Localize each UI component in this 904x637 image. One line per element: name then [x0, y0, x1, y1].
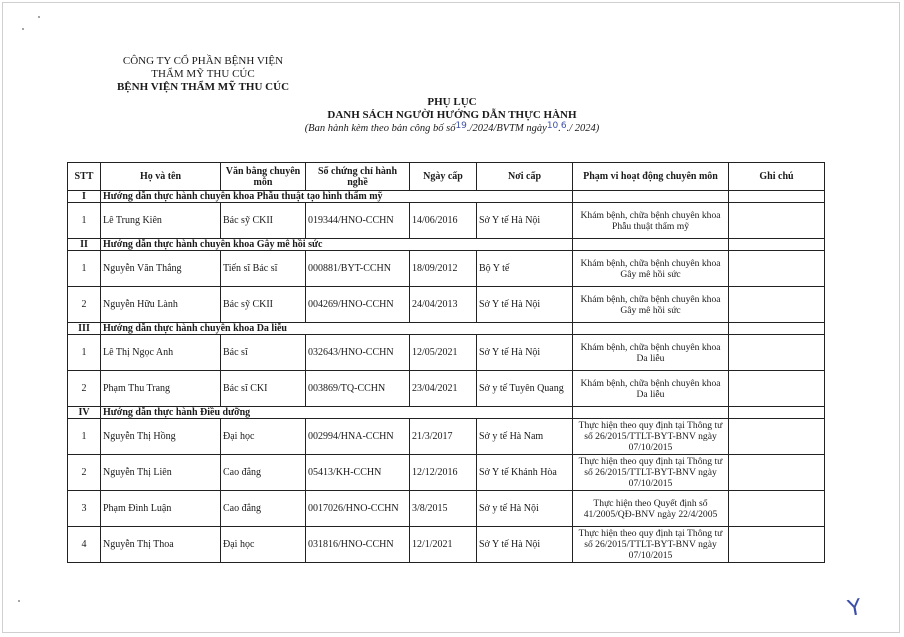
cell-degree: Bác sĩ CKI: [221, 371, 306, 407]
cell-note: [729, 371, 825, 407]
cell-stt: 1: [68, 419, 101, 455]
header-scope: Phạm vi hoạt động chuyên môn: [573, 163, 729, 191]
cell-scope: Thực hiện theo Quyết định số 41/2005/QĐ-BNV ngày 22/4/2005: [573, 491, 729, 527]
cell-date: 14/06/2016: [410, 203, 477, 239]
cell-issuer: Sở y tế Hà Nội: [477, 491, 573, 527]
cell-date: 12/12/2016: [410, 455, 477, 491]
scan-speck: [18, 600, 20, 602]
cell-cert: 05413/KH-CCHN: [306, 455, 410, 491]
cell-date: 23/04/2021: [410, 371, 477, 407]
cell-issuer: Sở Y tế Hà Nội: [477, 335, 573, 371]
header-cert: Số chứng chỉ hành nghề: [306, 163, 410, 191]
cell-cert: 032643/HNO-CCHN: [306, 335, 410, 371]
group-filler: [573, 407, 729, 419]
cell-name: Lê Thị Ngọc Anh: [101, 335, 221, 371]
cell-issuer: Sở y tế Tuyên Quang: [477, 371, 573, 407]
cell-stt: 1: [68, 251, 101, 287]
header-date: Ngày cấp: [410, 163, 477, 191]
group-filler: [729, 323, 825, 335]
cell-stt: 1: [68, 203, 101, 239]
cell-name: Nguyễn Thị Hồng: [101, 419, 221, 455]
cell-stt: 2: [68, 371, 101, 407]
cell-degree: Tiến sĩ Bác sĩ: [221, 251, 306, 287]
scan-speck: [38, 16, 40, 18]
handwritten-number: 19: [455, 121, 467, 131]
group-row: [68, 323, 825, 335]
reference-mid: ./2024/BVTM ngày: [466, 123, 547, 134]
handwritten-month: 6: [560, 121, 567, 131]
cell-note: [729, 335, 825, 371]
table-row: [68, 419, 825, 455]
cell-note: [729, 527, 825, 563]
document-title: PHỤ LỤC: [427, 96, 477, 108]
group-title: Hướng dẫn thực hành chuyên khoa Gây mê hồi sức: [101, 239, 477, 251]
cell-name: Lê Trung Kiên: [101, 203, 221, 239]
group-number: II: [68, 239, 101, 251]
cell-scope: Thực hiện theo quy định tại Thông tư số 26/2015/TTLT-BYT-BNV ngày 07/10/2015: [573, 455, 729, 491]
group-filler: [573, 323, 729, 335]
cell-note: [729, 419, 825, 455]
table-row: [68, 371, 825, 407]
group-filler: [729, 239, 825, 251]
reference-prefix: (Ban hành kèm theo bản công bố số: [304, 123, 456, 134]
group-row: [68, 407, 825, 419]
cell-date: 12/1/2021: [410, 527, 477, 563]
reference-suffix: ./ 2024): [566, 123, 600, 134]
cell-date: 18/09/2012: [410, 251, 477, 287]
cell-scope: Khám bệnh, chữa bệnh chuyên khoa Da liễu: [573, 371, 729, 407]
header-stt: STT: [68, 163, 101, 191]
cell-degree: Đại học: [221, 419, 306, 455]
cell-date: 24/04/2013: [410, 287, 477, 323]
cell-issuer: Sở Y tế Hà Nội: [477, 527, 573, 563]
cell-name: Nguyễn Thị Thoa: [101, 527, 221, 563]
group-title: Hướng dẫn thực hành chuyên khoa Phẫu thuật tạo hình thẩm mỹ: [101, 191, 477, 203]
cell-degree: Bác sĩ: [221, 335, 306, 371]
cell-degree: Bác sỹ CKII: [221, 203, 306, 239]
handwritten-day: 10: [546, 121, 559, 131]
cell-name: Nguyễn Thị Liên: [101, 455, 221, 491]
table-header-row: [68, 163, 825, 191]
cell-date: 12/05/2021: [410, 335, 477, 371]
cell-cert: 000881/BYT-CCHN: [306, 251, 410, 287]
cell-stt: 3: [68, 491, 101, 527]
cell-cert: 031816/HNO-CCHN: [306, 527, 410, 563]
organization-header: [108, 55, 298, 94]
group-filler: [477, 239, 573, 251]
cell-stt: 1: [68, 335, 101, 371]
cell-issuer: Sở y tế Hà Nam: [477, 419, 573, 455]
cell-issuer: Bộ Y tế: [477, 251, 573, 287]
cell-note: [729, 203, 825, 239]
cell-degree: Cao đẳng: [221, 455, 306, 491]
cell-date: 3/8/2015: [410, 491, 477, 527]
cell-name: Phạm Thu Trang: [101, 371, 221, 407]
group-row: [68, 239, 825, 251]
table-row: [68, 527, 825, 563]
instructor-table: [67, 162, 825, 563]
table-row: [68, 203, 825, 239]
cell-stt: 2: [68, 455, 101, 491]
cell-scope: Khám bệnh, chữa bệnh chuyên khoa Phẫu thuật thẩm mỹ: [573, 203, 729, 239]
org-line-3: BỆNH VIỆN THẨM MỸ THU CÚC: [116, 81, 290, 93]
cell-scope: Khám bệnh, chữa bệnh chuyên khoa Gây mê hồi sức: [573, 287, 729, 323]
cell-cert: 0017026/HNO-CCHN: [306, 491, 410, 527]
cell-note: [729, 251, 825, 287]
table-row: [68, 491, 825, 527]
group-filler: [573, 239, 729, 251]
group-number: I: [68, 191, 101, 203]
group-row: [68, 191, 825, 203]
group-number: III: [68, 323, 101, 335]
group-filler: [729, 191, 825, 203]
header-issuer: Nơi cấp: [477, 163, 573, 191]
cell-note: [729, 491, 825, 527]
cell-note: [729, 287, 825, 323]
cell-stt: 2: [68, 287, 101, 323]
cell-name: Nguyễn Văn Thắng: [101, 251, 221, 287]
header-note: Ghi chú: [729, 163, 825, 191]
cell-stt: 4: [68, 527, 101, 563]
group-title: Hướng dẫn thực hành Điều dưỡng: [101, 407, 477, 419]
table-row: [68, 251, 825, 287]
cell-scope: Khám bệnh, chữa bệnh chuyên khoa Gây mê hồi sức: [573, 251, 729, 287]
cell-issuer: Sở Y tế Hà Nội: [477, 287, 573, 323]
cell-scope: Khám bệnh, chữa bệnh chuyên khoa Da liễu: [573, 335, 729, 371]
cell-date: 21/3/2017: [410, 419, 477, 455]
group-title: Hướng dẫn thực hành chuyên khoa Da liễu: [101, 323, 477, 335]
group-filler: [573, 191, 729, 203]
cell-issuer: Sở Y tế Khánh Hòa: [477, 455, 573, 491]
org-line-1: CÔNG TY CỔ PHẦN BỆNH VIỆN: [122, 55, 284, 67]
cell-scope: Thực hiện theo quy định tại Thông tư số 26/2015/TTLT-BYT-BNV ngày 07/10/2015: [573, 419, 729, 455]
cell-degree: Cao đẳng: [221, 491, 306, 527]
group-filler: [729, 407, 825, 419]
document-reference: [0, 122, 904, 136]
cell-degree: Đại học: [221, 527, 306, 563]
reference-dot: .: [558, 123, 561, 134]
handwritten-mark: Y: [845, 595, 864, 622]
table-row: [68, 335, 825, 371]
cell-name: Phạm Đình Luận: [101, 491, 221, 527]
table-row: [68, 455, 825, 491]
header-name: Họ và tên: [101, 163, 221, 191]
cell-degree: Bác sỹ CKII: [221, 287, 306, 323]
group-number: IV: [68, 407, 101, 419]
cell-scope: Thực hiện theo quy định tại Thông tư số 26/2015/TTLT-BYT-BNV ngày 07/10/2015: [573, 527, 729, 563]
document-subtitle: DANH SÁCH NGƯỜI HƯỚNG DẪN THỰC HÀNH: [327, 109, 577, 121]
scan-speck: [22, 28, 24, 30]
table-row: [68, 287, 825, 323]
cell-cert: 003869/TQ-CCHN: [306, 371, 410, 407]
cell-name: Nguyễn Hữu Lành: [101, 287, 221, 323]
group-filler: [477, 191, 573, 203]
cell-cert: 004269/HNO-CCHN: [306, 287, 410, 323]
cell-note: [729, 455, 825, 491]
cell-issuer: Sở Y tế Hà Nội: [477, 203, 573, 239]
header-degree: Văn bằng chuyên môn: [221, 163, 306, 191]
cell-cert: 019344/HNO-CCHN: [306, 203, 410, 239]
group-filler: [477, 323, 573, 335]
group-filler: [477, 407, 573, 419]
cell-cert: 002994/HNA-CCHN: [306, 419, 410, 455]
org-line-2: THẨM MỸ THU CÚC: [151, 68, 255, 80]
